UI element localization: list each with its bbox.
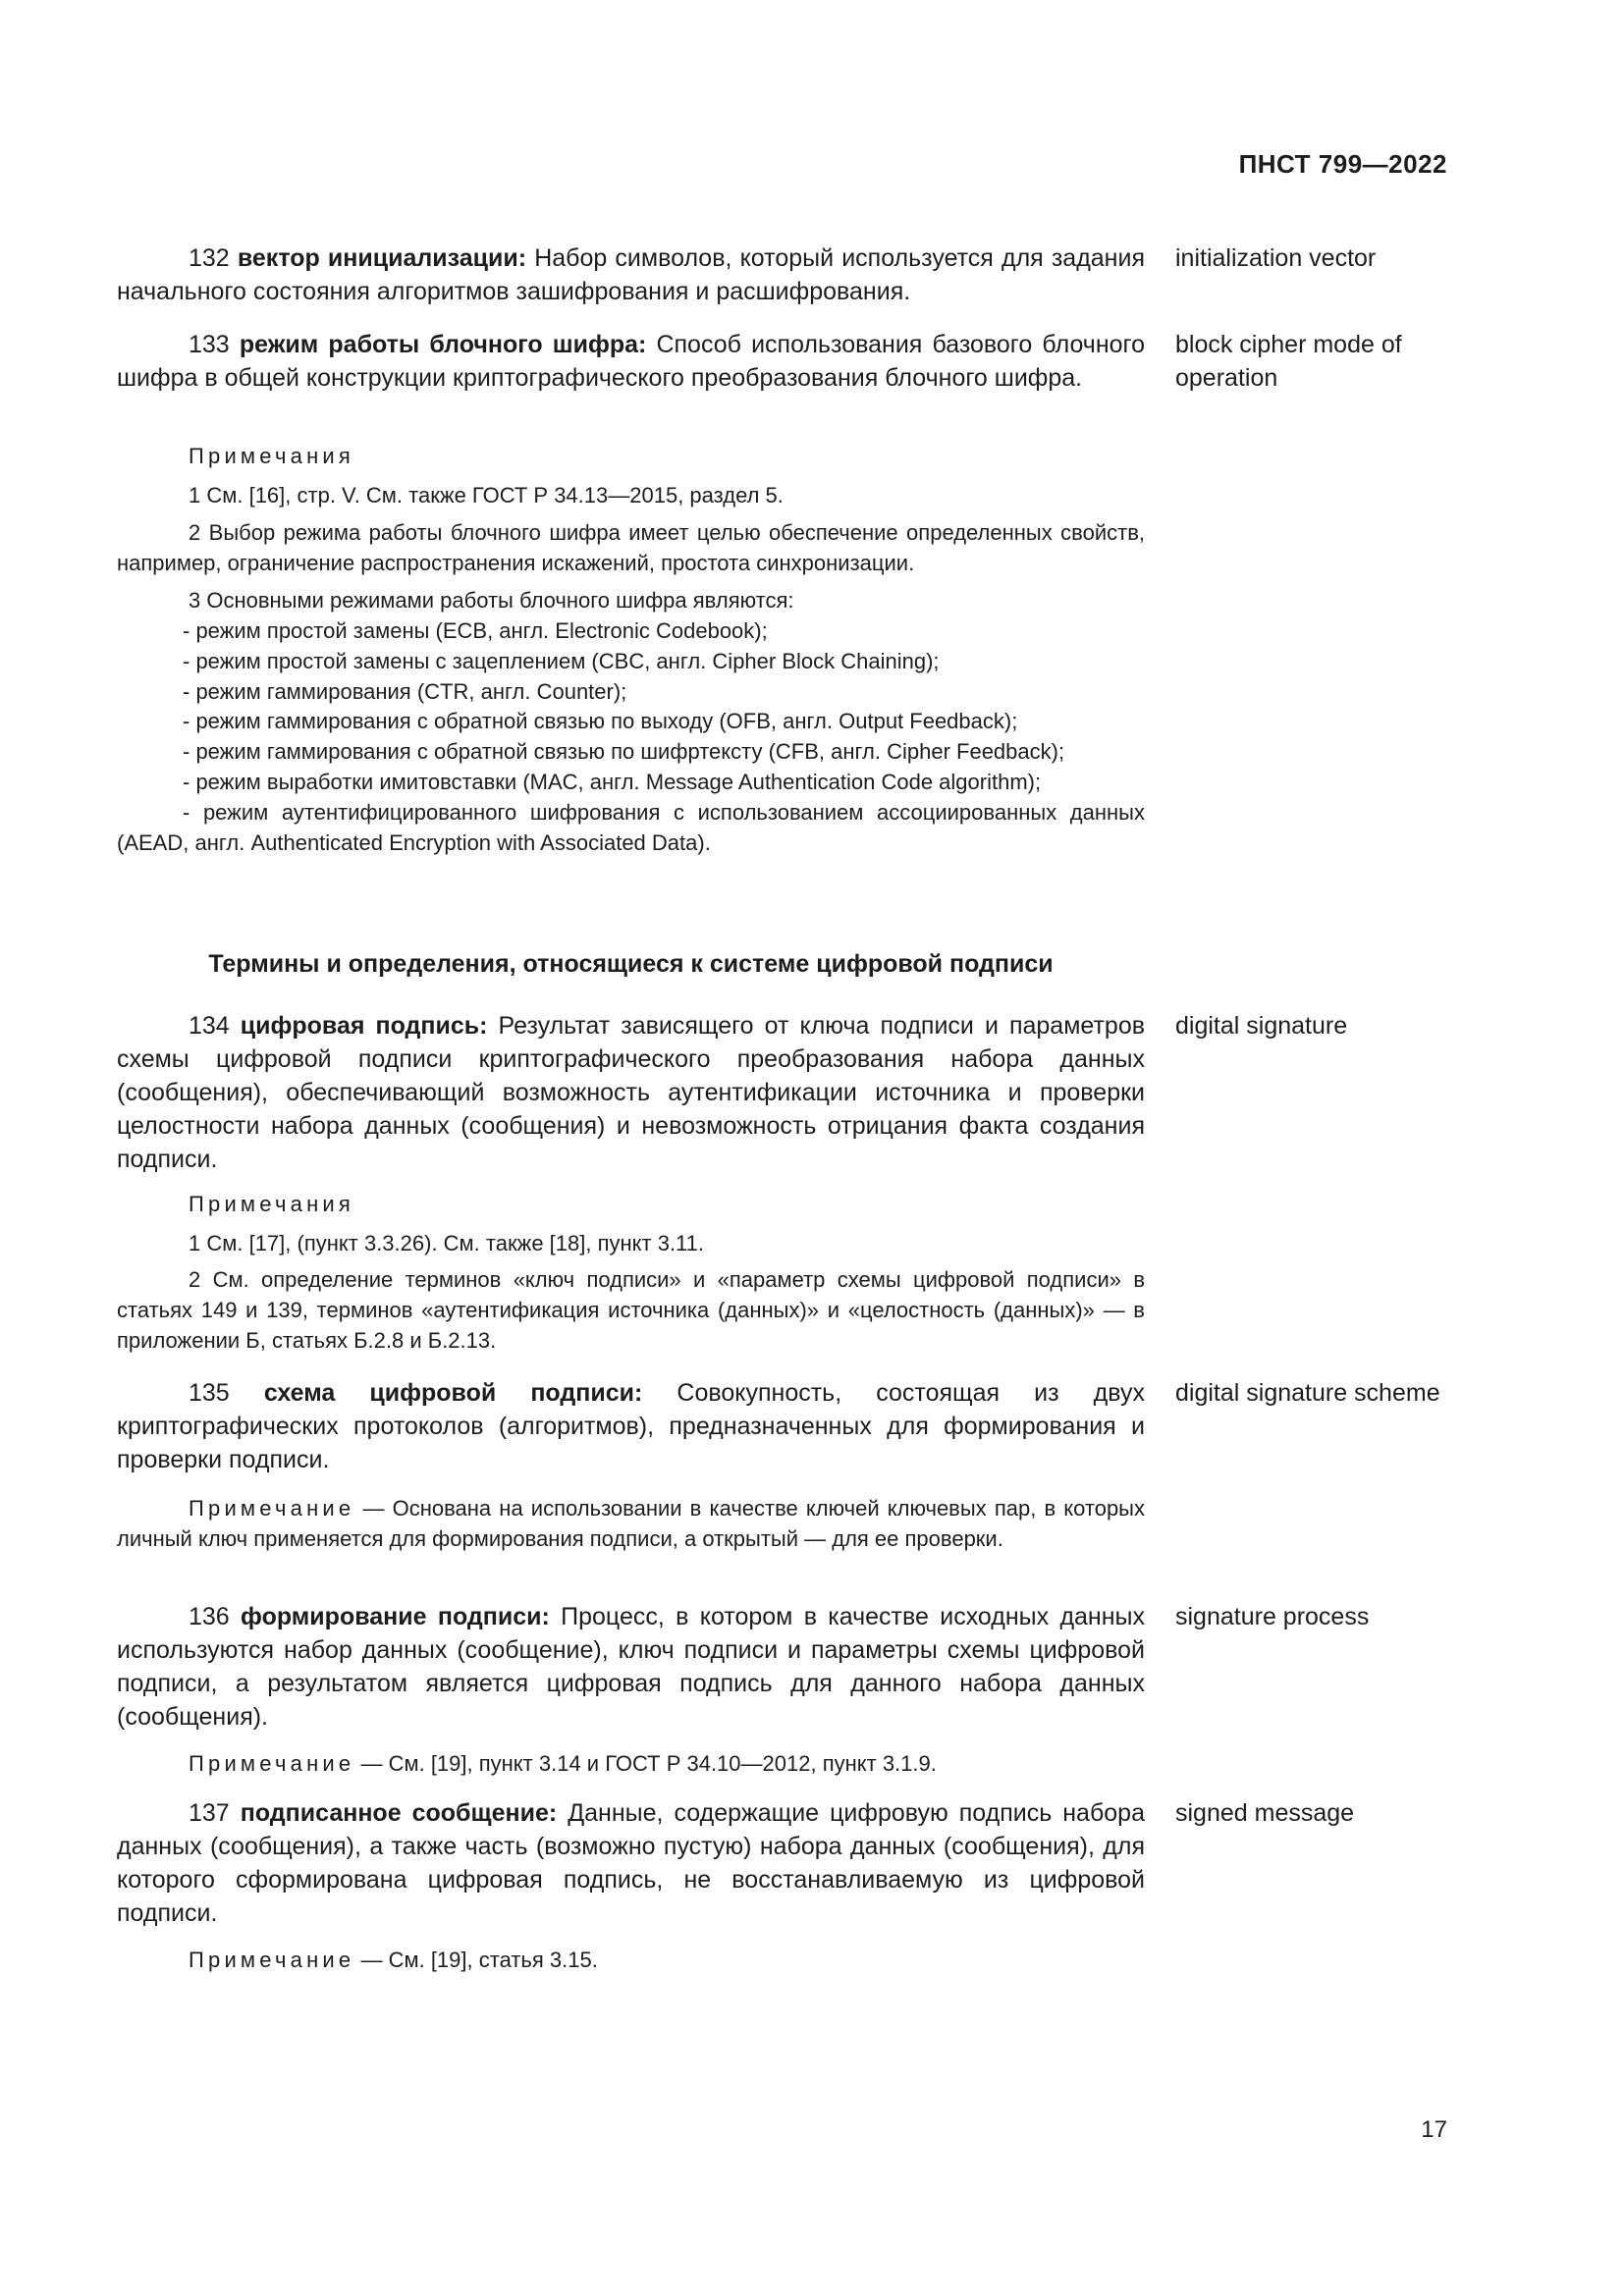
entry-definition: Способ использования базового блочного шифра в общей конструкции криптографического преобразования блочного шифра.: [117, 331, 1146, 392]
entry-term: формирование подписи:: [241, 1603, 550, 1630]
list-item: - режим простой замены с зацеплением (CBC, англ. Cipher Block Chaining);: [183, 648, 940, 673]
list-item: - режим гаммирования с обратной связью по шифртексту (CFB, англ. Cipher Feedback);: [183, 739, 1065, 765]
entry-definition: Набор символов, который используется для задания начального состояния алгоритмов зашифрования и расшифрования.: [117, 244, 1145, 305]
note: [117, 1946, 1145, 1976]
entry-term: цифровая подпись:: [240, 1012, 488, 1040]
list-item: - режим гаммирования (CTR, англ. Counter);: [183, 678, 627, 704]
entry-132: [117, 241, 1145, 308]
modes-list: [117, 616, 1145, 858]
note: [117, 1494, 1145, 1555]
note-3-intro: 3 Основными режимами работы блочного шифра являются:: [189, 588, 794, 613]
entry-definition: Данные, содержащие цифровую подпись набора данных (сообщения), а также часть (возможно пустую) набора данных (сообщения), для которого сформирована цифровая подпись, не восстанавливаемую из цифровой подписи.: [117, 1799, 1145, 1927]
document-code: ПНСТ 799—2022: [1238, 149, 1447, 179]
entry-137-english: signed message: [1175, 1799, 1355, 1827]
note-text: — Основана на использовании в качестве ключей ключевых пар, в которых личный ключ применяется для формирования подписи, а открытый — для ее проверки.: [117, 1496, 1145, 1551]
note-text: — См. [19], пункт 3.14 и ГОСТ Р 34.10—2012, пункт 3.1.9.: [360, 1751, 937, 1776]
list-item: - режим выработки имитовставки (MAC, англ. Message Authentication Code algorithm);: [183, 769, 1042, 794]
entry-definition: Совокупность, состоящая из двух криптографических протоколов (алгоритмов), предназначенных для формирования и проверки подписи.: [117, 1379, 1145, 1473]
entry-number: 136: [189, 1603, 230, 1630]
notes-label: Примечания: [189, 444, 355, 468]
entry-number: 135: [189, 1379, 230, 1407]
list-item: - режим гаммирования с обратной связью по выходу (OFB, англ. Output Feedback);: [183, 709, 1018, 734]
entry-number: 137: [189, 1799, 230, 1827]
note-label: Примечание: [189, 1751, 355, 1776]
note-2: 2 Выбор режима работы блочного шифра имеет целью обеспечение определенных свойств, например, ограничение распространения искажений, простота синхронизации.: [117, 520, 1145, 575]
note-2: 2 См. определение терминов «ключ подписи» и «параметр схемы цифровой подписи» в статьях 149 и 139, терминов «аутентификация источника (данных)» и «целостность (данных)» — в приложении Б, статьях Б.2.8 и Б.2.13.: [117, 1267, 1145, 1353]
entry-136-english: signature process: [1175, 1603, 1370, 1630]
note-1: 1 См. [16], стр. V. См. также ГОСТ Р 34.13—2015, раздел 5.: [189, 483, 784, 507]
entry-definition: Процесс, в котором в качестве исходных данных используются набор данных (сообщение), ключ подписи и параметры схемы цифровой подписи, а результатом является цифровая подпись для данного набора данных (сообщения).: [117, 1603, 1146, 1731]
entry-term: вектор инициализации:: [237, 244, 527, 272]
page-number: 17: [1421, 2116, 1447, 2143]
entry-137: [117, 1796, 1145, 1930]
entry-136: [117, 1600, 1145, 1734]
entry-134: [117, 1009, 1145, 1176]
list-item: - режим простой замены (ECB, англ. Electronic Codebook);: [183, 618, 768, 643]
note-text: — См. [19], статья 3.15.: [360, 1948, 598, 1972]
entry-term: подписанное сообщение:: [240, 1799, 558, 1827]
entry-term: схема цифровой подписи:: [263, 1379, 643, 1407]
section-heading: Термины и определения, относящиеся к системе цифровой подписи: [208, 950, 1054, 978]
entry-134-english: digital signature: [1175, 1012, 1348, 1040]
notes-label: Примечания: [189, 1192, 355, 1216]
note-label: Примечание: [189, 1948, 355, 1972]
list-item: - режим аутентифицированного шифрования с использованием ассоциированных данных (AEAD, англ. Authenticated Encryption with Associated Data).: [117, 799, 1145, 855]
entry-135-english: digital signature scheme: [1175, 1379, 1440, 1407]
entry-number: 133: [189, 331, 230, 358]
note-label: Примечание: [189, 1496, 355, 1521]
entry-135: [117, 1376, 1145, 1476]
note-1: 1 См. [17], (пункт 3.3.26). См. также [18], пункт 3.11.: [189, 1231, 705, 1255]
note: [117, 1749, 1145, 1780]
entry-132-english: initialization vector: [1175, 244, 1377, 272]
entry-number: 132: [189, 244, 230, 272]
entry-definition: Результат зависящего от ключа подписи и параметров схемы цифровой подписи криптографического преобразования набора данных (сообщения), обеспечивающий возможность аутентификации источника и проверки целостности набора данных (сообщения) и невозможность отрицания факта создания подписи.: [117, 1012, 1146, 1173]
entry-term: режим работы блочного шифра:: [239, 331, 647, 358]
entry-number: 134: [189, 1012, 230, 1040]
entry-133: [117, 328, 1145, 395]
entry-133-english: block cipher mode of operation: [1175, 331, 1402, 392]
